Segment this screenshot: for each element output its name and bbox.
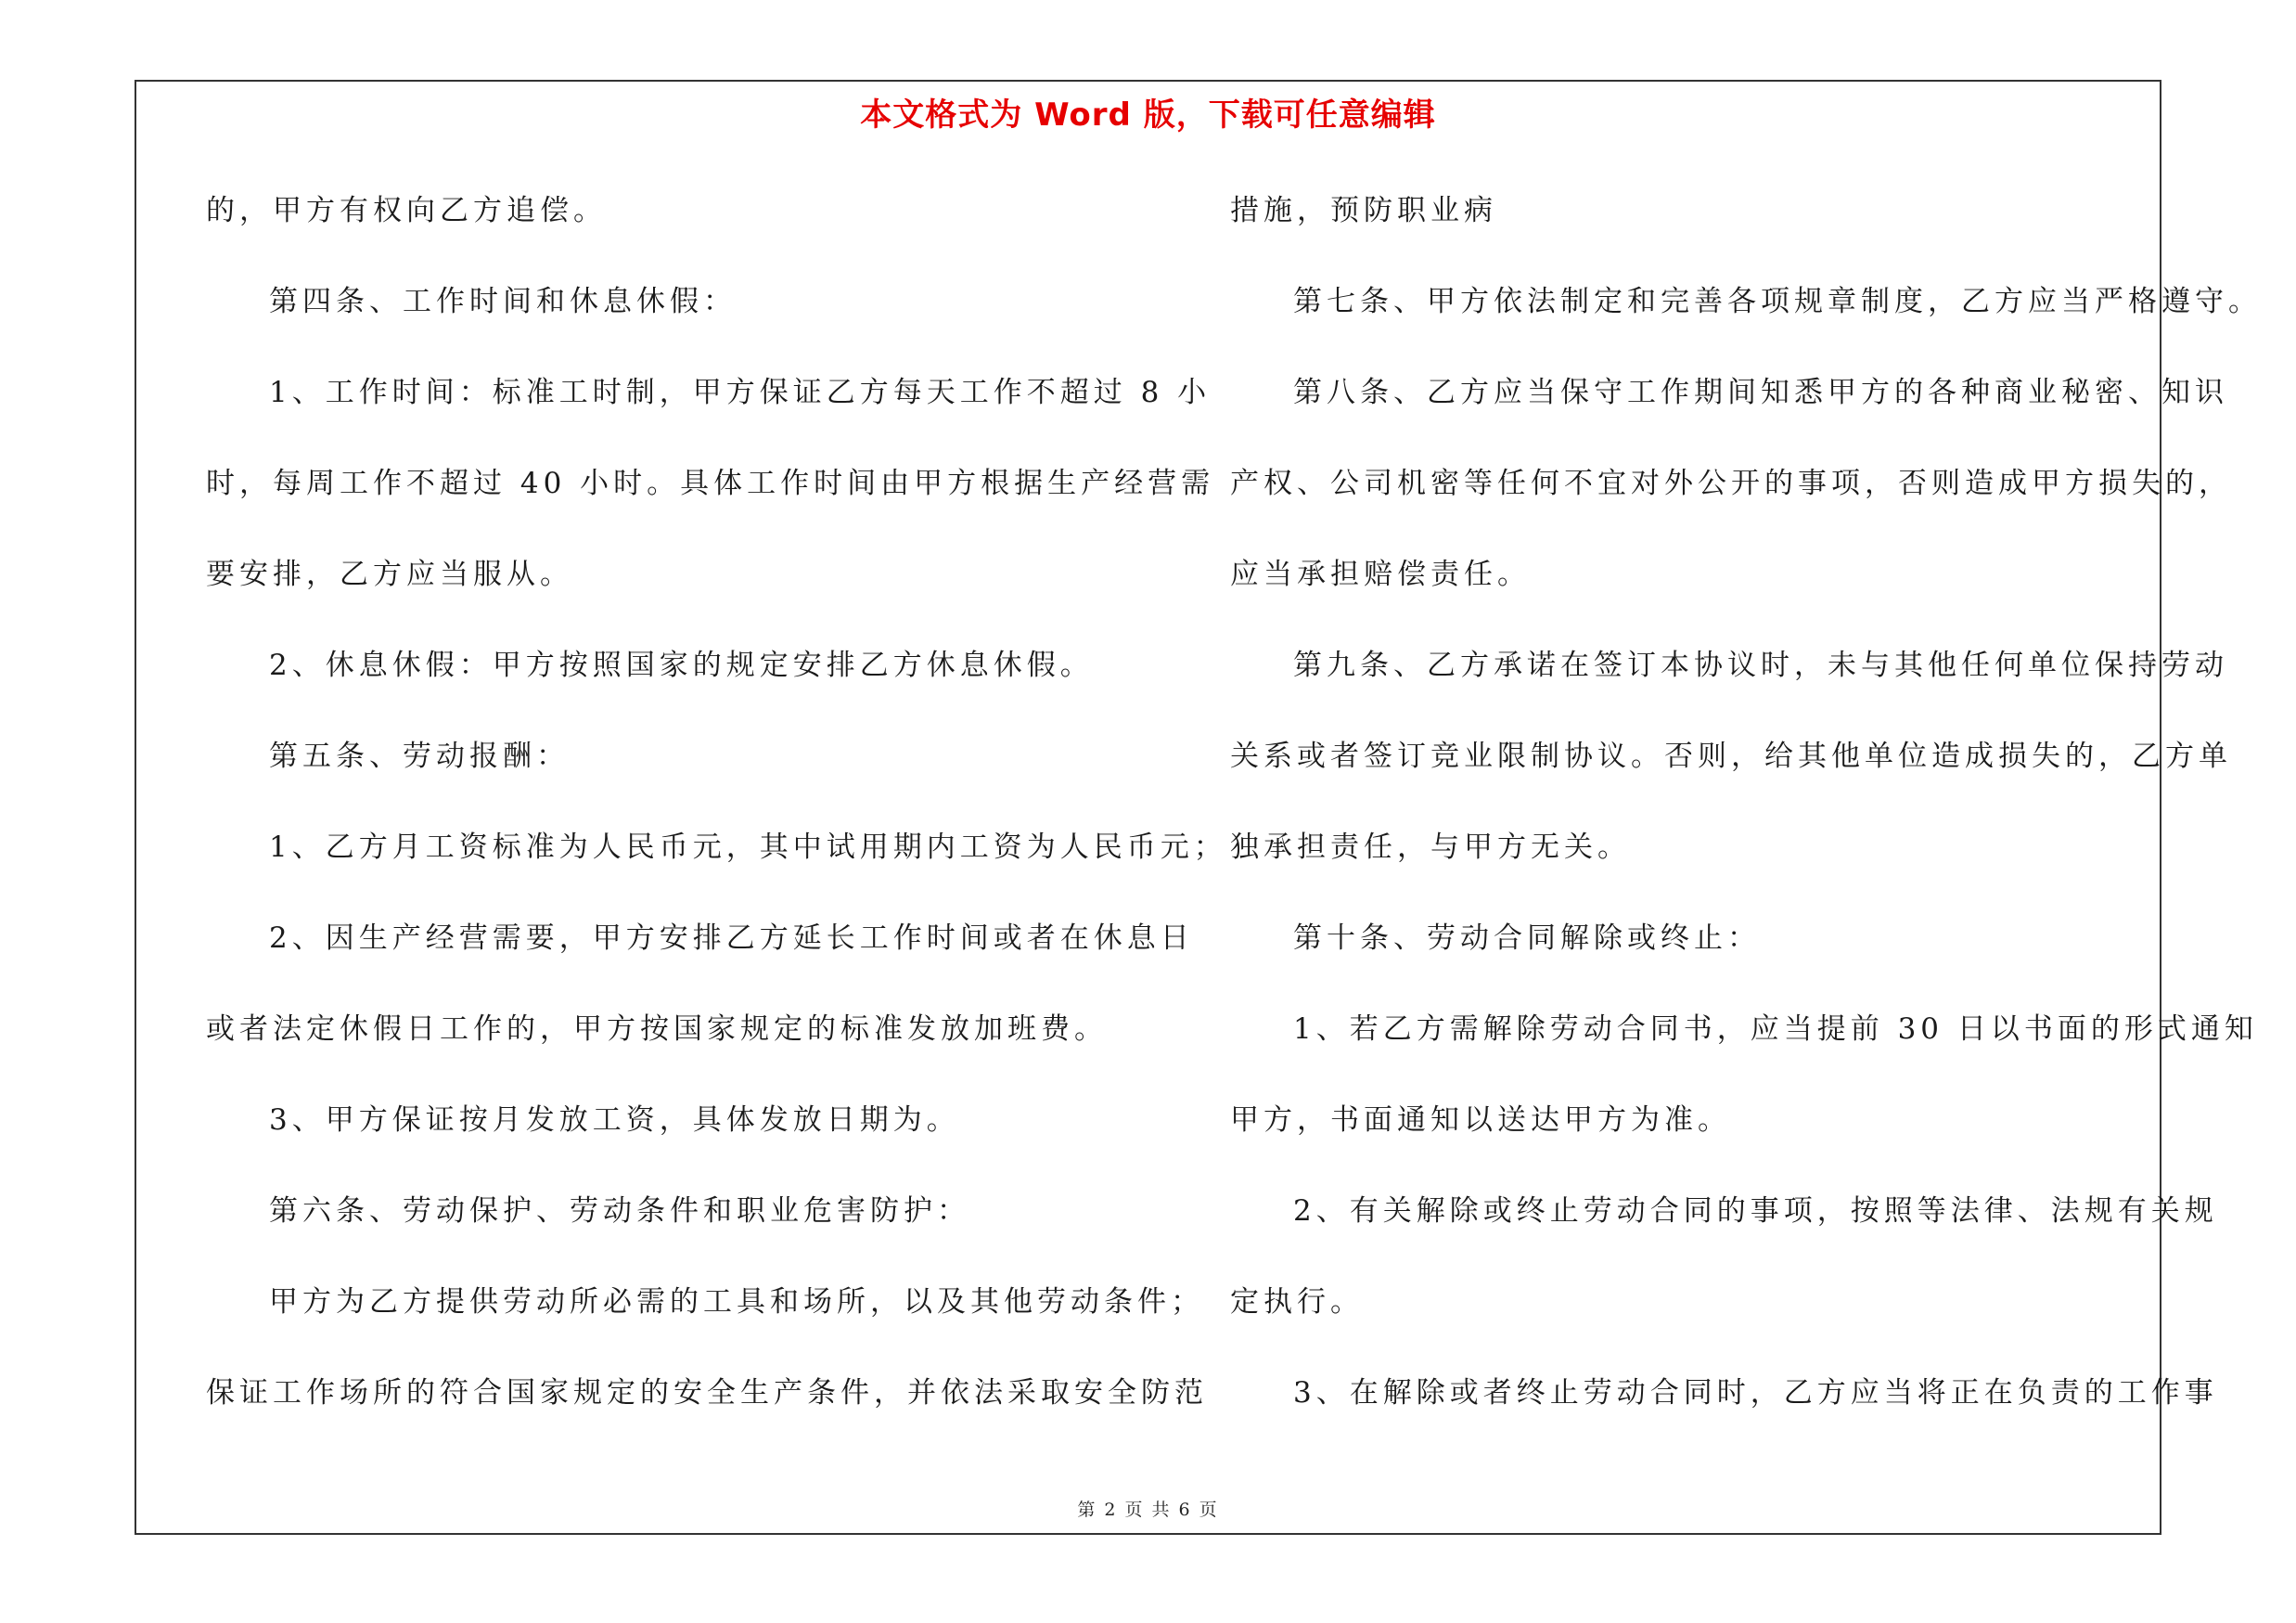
text-line: 措施，预防职业病 — [1230, 194, 1497, 227]
text-line: 独承担责任，与甲方无关。 — [1230, 831, 1631, 864]
text-line: 1、乙方月工资标准为人民币元，其中试用期内工资为人民币元； — [269, 831, 1227, 864]
text-line: 第七条、甲方依法制定和完善各项规章制度，乙方应当严格遵守。 — [1293, 285, 2262, 318]
text-line: 应当承担赔偿责任。 — [1230, 558, 1531, 591]
text-line: 的，甲方有权向乙方追偿。 — [206, 194, 607, 227]
text-line: 第四条、工作时间和休息休假： — [269, 285, 737, 318]
right-text-column — [1230, 182, 2262, 1455]
text-line: 第八条、乙方应当保守工作期间知悉甲方的各种商业秘密、知识 — [1293, 376, 2228, 409]
text-line: 第十条、劳动合同解除或终止： — [1293, 921, 1761, 955]
text-line: 2、有关解除或终止劳动合同的事项，按照等法律、法规有关规 — [1293, 1194, 2218, 1228]
text-line: 或者法定休假日工作的，甲方按国家规定的标准发放加班费。 — [206, 1012, 1108, 1046]
text-line: 2、因生产经营需要，甲方安排乙方延长工作时间或者在休息日 — [269, 921, 1194, 955]
text-line: 关系或者签订竞业限制协议。否则，给其他单位造成损失的，乙方单 — [1230, 740, 2232, 773]
text-line: 2、休息休假：甲方按照国家的规定安排乙方休息休假。 — [269, 649, 1094, 682]
text-line: 1、若乙方需解除劳动合同书，应当提前 30 日以书面的形式通知 — [1293, 1012, 2258, 1046]
text-line: 产权、公司机密等任何不宜对外公开的事项，否则造成甲方损失的， — [1230, 467, 2232, 500]
text-line: 3、在解除或者终止劳动合同时，乙方应当将正在负责的工作事 — [1293, 1376, 2218, 1410]
editable-notice-banner: 本文格式为 Word 版，下载可任意编辑 — [860, 97, 1436, 134]
page-number-footer: 第 2 页 共 6 页 — [1077, 1500, 1219, 1520]
text-line: 3、甲方保证按月发放工资，具体发放日期为。 — [269, 1103, 960, 1137]
left-text-column — [206, 182, 1227, 1455]
text-line: 甲方，书面通知以送达甲方为准。 — [1230, 1103, 1731, 1137]
text-line: 时，每周工作不超过 40 小时。具体工作时间由甲方根据生产经营需 — [206, 467, 1215, 500]
text-line: 甲方为乙方提供劳动所必需的工具和场所，以及其他劳动条件； — [269, 1285, 1204, 1319]
text-line: 第九条、乙方承诺在签订本协议时，未与其他任何单位保持劳动 — [1293, 649, 2228, 682]
text-line: 定执行。 — [1230, 1285, 1364, 1319]
text-line: 第五条、劳动报酬： — [269, 740, 570, 773]
text-line: 第六条、劳动保护、劳动条件和职业危害防护： — [269, 1194, 970, 1228]
text-line: 保证工作场所的符合国家规定的安全生产条件，并依法采取安全防范 — [206, 1376, 1208, 1410]
text-line: 1、工作时间：标准工时制，甲方保证乙方每天工作不超过 8 小 — [269, 376, 1212, 409]
text-line: 要安排，乙方应当服从。 — [206, 558, 573, 591]
